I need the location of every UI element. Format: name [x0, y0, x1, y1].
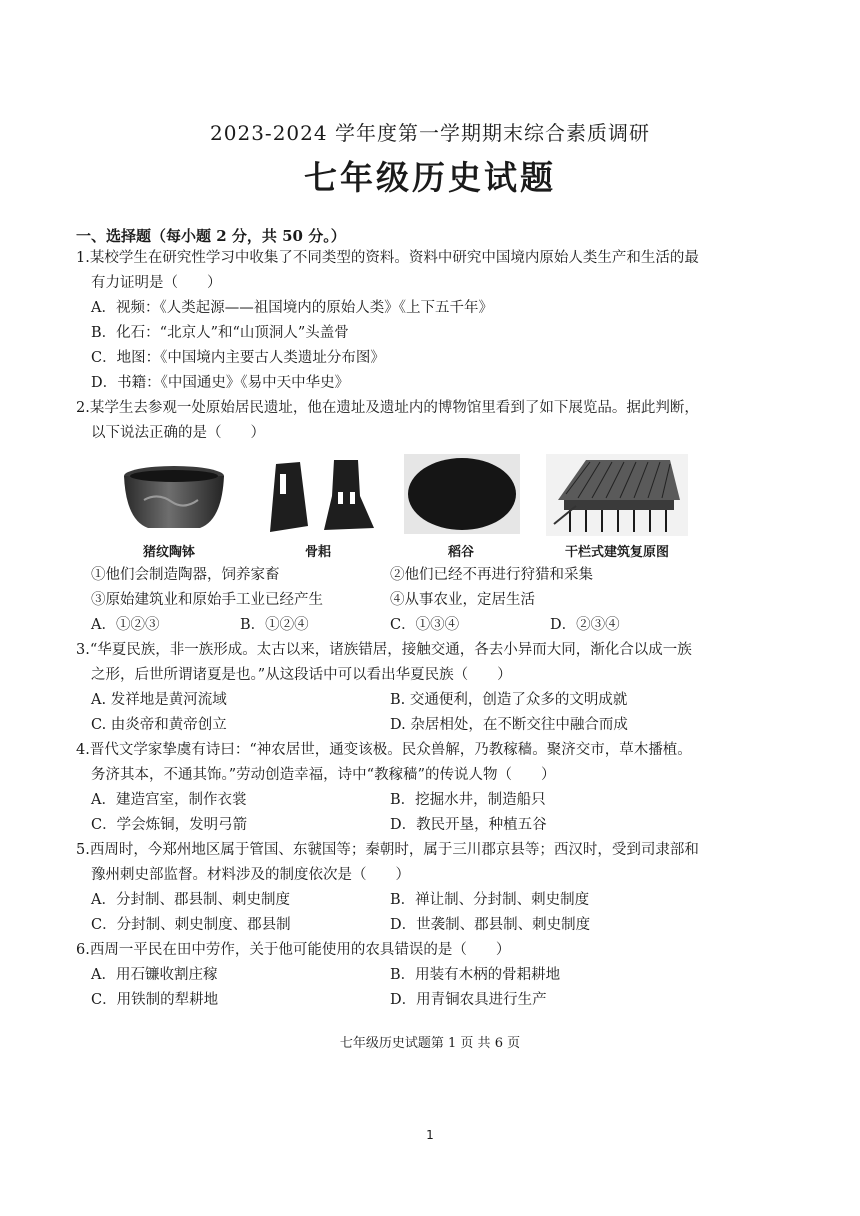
question-2-statement-4: ④从事农业，定居生活 — [390, 592, 535, 608]
page-footer: 七年级历史试题第 1 页 共 6 页 — [339, 1036, 521, 1051]
question-3-stem-line2: 之形，后世所谓诸夏是也。”从这段话中可以看出华夏民族（ ） — [91, 667, 512, 683]
question-2-option-c: C．①③④ — [390, 617, 460, 633]
question-2 — [76, 396, 736, 446]
question-2-stem-line2: 以下说法正确的是（ ） — [91, 425, 265, 441]
exam-title: 七年级历史试题 — [304, 158, 556, 197]
pottery-bowl-image — [118, 462, 230, 534]
stilt-house-image — [546, 454, 688, 536]
question-6-stem-line1: 6.西周一平民在田中劳作，关于他可能使用的农具错误的是（ ） — [76, 942, 511, 958]
question-6-option-a: A．用石镰收割庄稼 — [91, 967, 218, 983]
question-2-option-a: A．①②③ — [91, 617, 160, 633]
question-2-option-d: D．②③④ — [550, 617, 620, 633]
page-number: 1 — [426, 1128, 434, 1142]
question-5-option-d: D．世袭制、郡县制、刺史制度 — [390, 917, 591, 933]
question-2-statement-3: ③原始建筑业和原始手工业已经产生 — [91, 592, 323, 608]
question-6-option-d: D．用青铜农具进行生产 — [390, 992, 547, 1008]
rice-grain-image — [404, 454, 520, 534]
question-1-option-d: D．书籍：《中国通史》《易中天中华史》 — [91, 375, 350, 391]
exam-subtitle: 2023-2024 学年度第一学期期末综合素质调研 — [210, 121, 650, 145]
question-4 — [76, 738, 736, 788]
question-5-stem-line2: 豫州刺史部监督。材料涉及的制度依次是（ ） — [91, 867, 410, 883]
question-4-option-b: B．挖掘水井，制造船只 — [390, 792, 546, 808]
question-3-option-b: B. 交通便利，创造了众多的文明成就 — [390, 692, 628, 708]
question-2-statement-2: ②他们已经不再进行狩猎和采集 — [390, 567, 593, 583]
question-5-option-b: B．禅让制、分封制、刺史制度 — [390, 892, 590, 908]
question-2-stem-line1: 2.某学生去参观一处原始居民遗址，他在遗址及遗址内的博物馆里看到了如下展览品。据此判断， — [76, 400, 699, 416]
question-3-option-d: D. 杂居相处，在不断交往中融合而成 — [390, 717, 628, 733]
question-5-stem-line1: 5.西周时，今郑州地区属于管国、东虢国等；秦朝时，属于三川郡京县等；西汉时，受到司隶部和 — [76, 842, 699, 858]
caption-stilt-house: 干栏式建筑复原图 — [564, 545, 669, 560]
question-1-option-b: B．化石：“北京人”和“山顶洞人”头盖骨 — [91, 325, 349, 341]
question-5 — [76, 838, 736, 888]
caption-pottery-bowl: 猪纹陶钵 — [142, 545, 195, 560]
question-4-stem-line1: 4.晋代文学家挚虞有诗曰：“神农居世，通变该极。民众兽解，乃教稼穑。聚济交市，草木播植。 — [76, 742, 692, 758]
question-4-stem-line2: 务济其本，不通其饰。”劳动创造幸福，诗中“教稼穑”的传说人物（ ） — [91, 767, 556, 783]
question-4-option-c: C．学会炼铜，发明弓箭 — [91, 817, 248, 833]
question-6 — [76, 938, 736, 963]
question-6-option-c: C．用铁制的犁耕地 — [91, 992, 219, 1008]
caption-bone-spade: 骨耜 — [304, 545, 331, 560]
question-2-option-b: B．①②④ — [240, 617, 309, 633]
question-1 — [76, 246, 736, 396]
question-4-option-d: D．教民开垦，种植五谷 — [390, 817, 547, 833]
question-5-option-a: A．分封制、郡县制、刺史制度 — [91, 892, 290, 908]
question-3-stem-line1: 3.“华夏民族，非一族形成。太古以来，诸族错居，接触交通，各去小异而大同，渐化合以成一族 — [76, 642, 692, 658]
question-6-option-b: B．用装有木柄的骨耜耕地 — [390, 967, 561, 983]
section-heading: 一、选择题（每小题 2 分，共 50 分。） — [76, 227, 346, 245]
question-1-option-c: C．地图：《中国境内主要古人类遗址分布图》 — [91, 350, 385, 366]
question-3 — [76, 638, 736, 688]
question-5-option-c: C．分封制、刺史制度、郡县制 — [91, 917, 291, 933]
question-1-stem-line1: 1.某校学生在研究性学习中收集了不同类型的资料。资料中研究中国境内原始人类生产和生活的最 — [76, 250, 699, 266]
question-4-option-a: A．建造宫室，制作衣裳 — [91, 792, 247, 808]
question-1-option-a: A．视频：《人类起源——祖国境内的原始人类》《上下五千年》 — [91, 300, 493, 316]
question-3-option-c: C. 由炎帝和黄帝创立 — [91, 717, 227, 733]
question-3-option-a: A. 发祥地是黄河流域 — [91, 692, 227, 708]
caption-rice-grain: 稻谷 — [447, 545, 474, 560]
bone-spade-image — [262, 456, 382, 538]
question-1-stem-line2: 有力证明是（ ） — [91, 275, 222, 291]
question-2-statement-1: ①他们会制造陶器，饲养家畜 — [91, 567, 280, 583]
